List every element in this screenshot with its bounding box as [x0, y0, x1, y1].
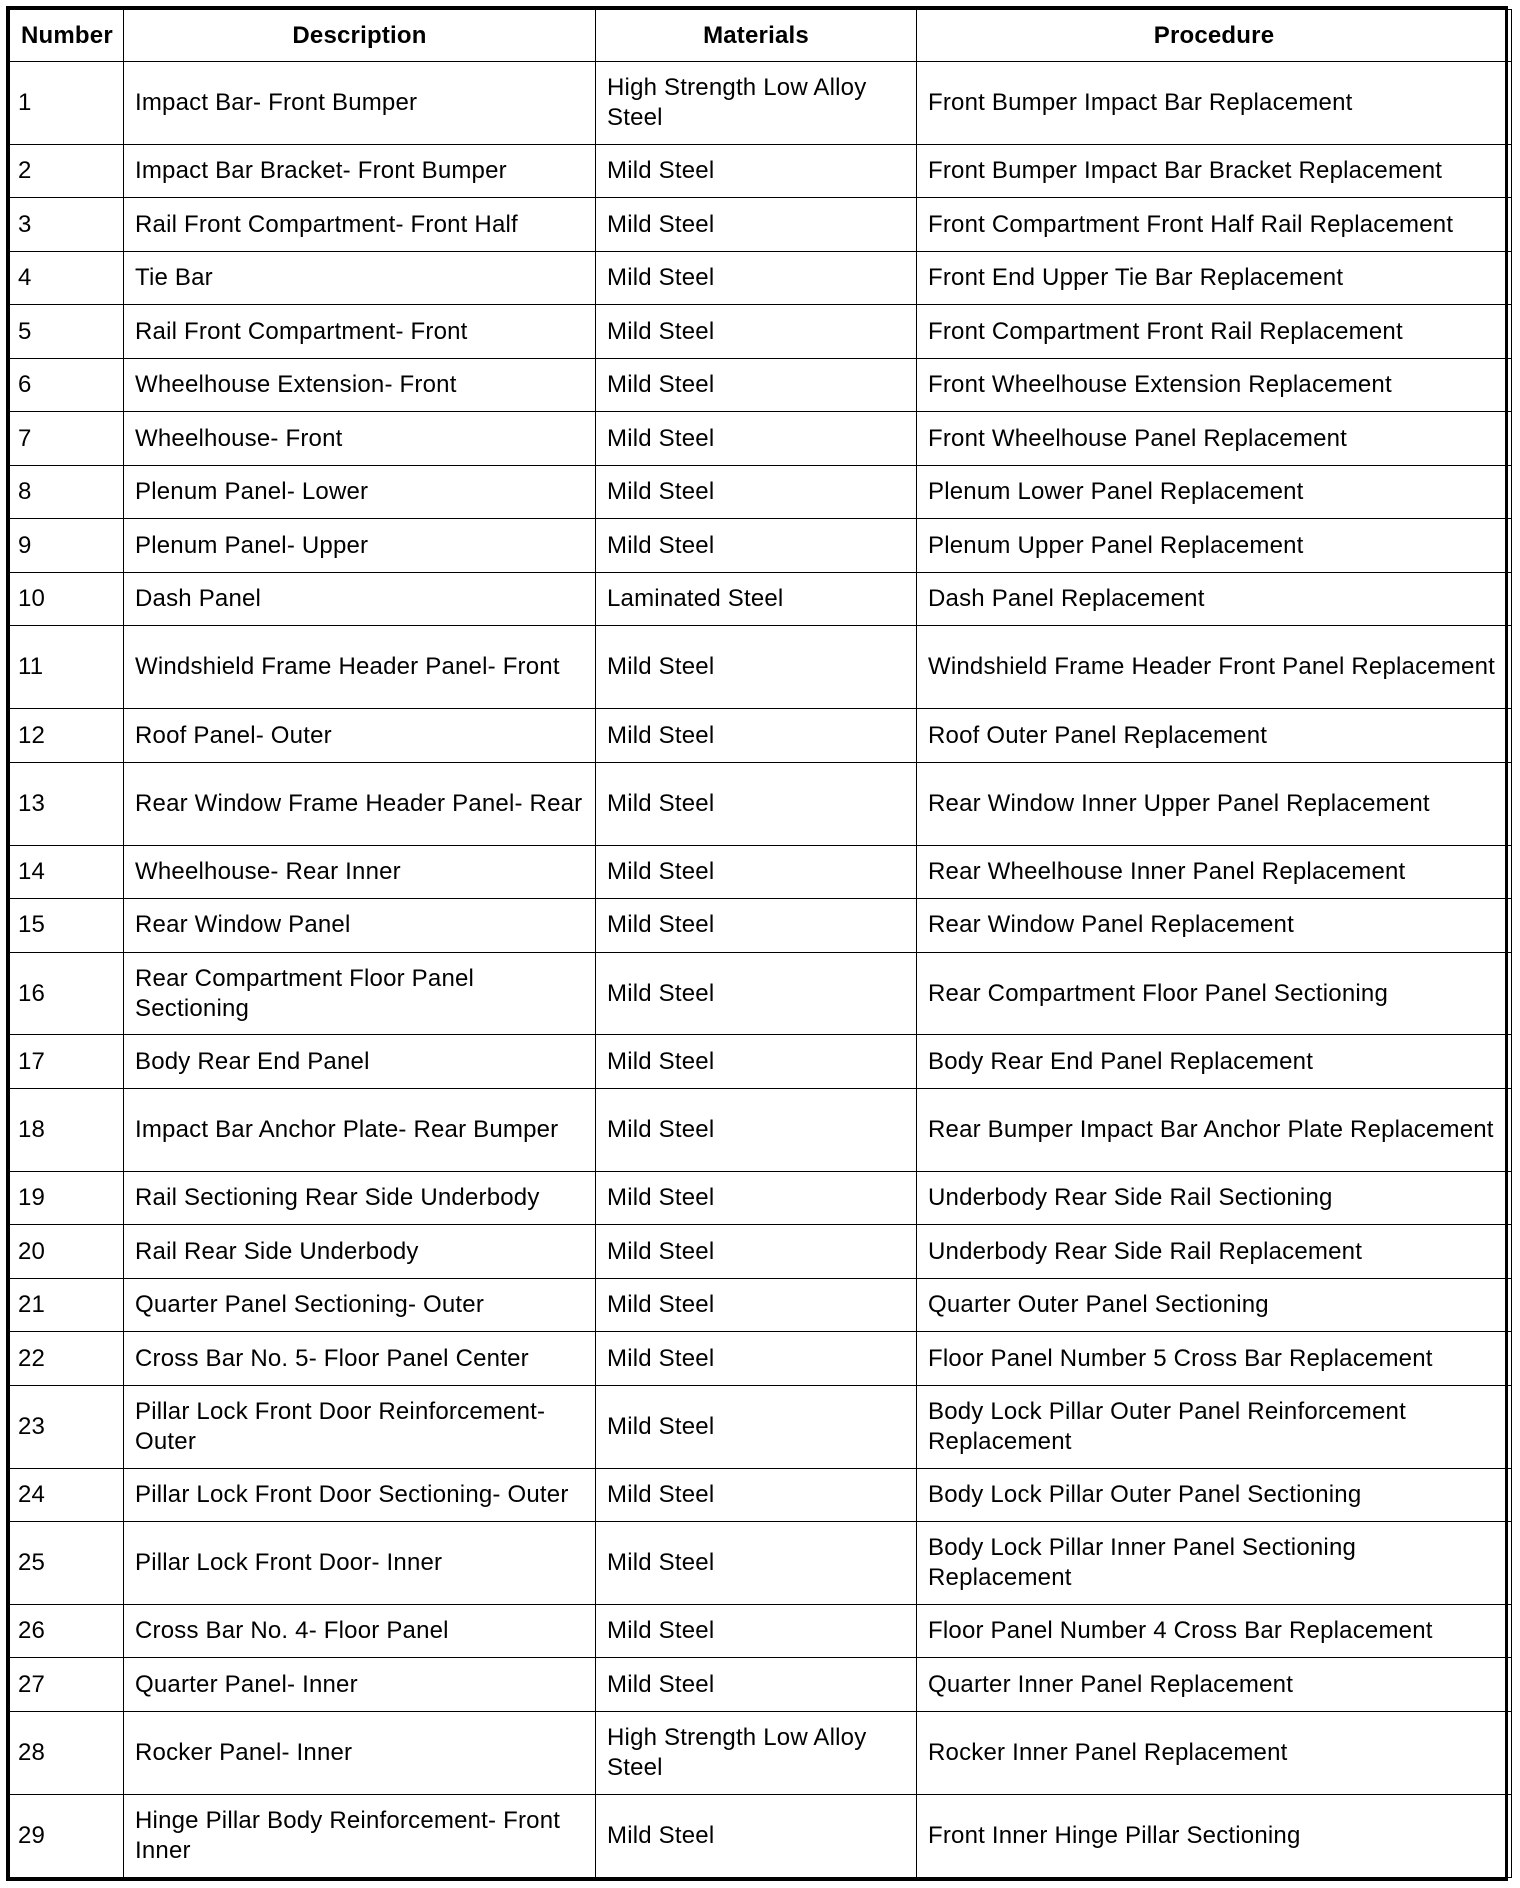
table-row — [10, 709, 1512, 763]
cell-description: Impact Bar Bracket- Front Bumper — [124, 144, 596, 198]
cell-procedure: Front Wheelhouse Panel Replacement — [917, 412, 1512, 466]
cell-materials: Mild Steel — [596, 1171, 917, 1225]
cell-number: 16 — [10, 952, 124, 1035]
table-row — [10, 952, 1512, 1035]
cell-procedure: Front Compartment Front Half Rail Replacement — [917, 198, 1512, 252]
table-row — [10, 62, 1512, 145]
cell-description: Plenum Panel- Lower — [124, 465, 596, 519]
cell-procedure: Underbody Rear Side Rail Sectioning — [917, 1171, 1512, 1225]
cell-procedure: Plenum Upper Panel Replacement — [917, 519, 1512, 573]
cell-number: 4 — [10, 251, 124, 305]
cell-procedure: Front Inner Hinge Pillar Sectioning — [917, 1794, 1512, 1877]
cell-procedure: Plenum Lower Panel Replacement — [917, 465, 1512, 519]
cell-number: 29 — [10, 1794, 124, 1877]
table-row — [10, 1468, 1512, 1522]
cell-materials: Mild Steel — [596, 952, 917, 1035]
table-row — [10, 1088, 1512, 1171]
cell-procedure: Front End Upper Tie Bar Replacement — [917, 251, 1512, 305]
cell-materials: Mild Steel — [596, 519, 917, 573]
cell-materials: Mild Steel — [596, 1604, 917, 1658]
cell-description: Rail Rear Side Underbody — [124, 1225, 596, 1279]
cell-materials: Mild Steel — [596, 198, 917, 252]
cell-number: 19 — [10, 1171, 124, 1225]
parts-table-container — [6, 6, 1508, 1881]
parts-table — [9, 9, 1512, 1878]
cell-number: 28 — [10, 1712, 124, 1795]
cell-number: 5 — [10, 305, 124, 359]
header-procedure: Procedure — [917, 10, 1512, 62]
cell-materials: Mild Steel — [596, 1225, 917, 1279]
cell-description: Wheelhouse Extension- Front — [124, 358, 596, 412]
cell-description: Rocker Panel- Inner — [124, 1712, 596, 1795]
cell-description: Wheelhouse- Rear Inner — [124, 845, 596, 899]
cell-procedure: Rocker Inner Panel Replacement — [917, 1712, 1512, 1795]
table-row — [10, 1332, 1512, 1386]
cell-number: 12 — [10, 709, 124, 763]
cell-description: Rear Window Frame Header Panel- Rear — [124, 762, 596, 845]
table-row — [10, 1522, 1512, 1605]
cell-procedure: Underbody Rear Side Rail Replacement — [917, 1225, 1512, 1279]
cell-number: 21 — [10, 1278, 124, 1332]
cell-description: Rear Window Panel — [124, 899, 596, 953]
table-row — [10, 1171, 1512, 1225]
cell-procedure: Front Bumper Impact Bar Bracket Replacement — [917, 144, 1512, 198]
cell-materials: Mild Steel — [596, 1385, 917, 1468]
cell-materials: Mild Steel — [596, 899, 917, 953]
table-row — [10, 1712, 1512, 1795]
table-row — [10, 1794, 1512, 1877]
table-row — [10, 1225, 1512, 1279]
cell-procedure: Floor Panel Number 5 Cross Bar Replacement — [917, 1332, 1512, 1386]
cell-number: 22 — [10, 1332, 124, 1386]
cell-description: Tie Bar — [124, 251, 596, 305]
cell-description: Plenum Panel- Upper — [124, 519, 596, 573]
cell-procedure: Front Bumper Impact Bar Replacement — [917, 62, 1512, 145]
cell-materials: Mild Steel — [596, 1035, 917, 1089]
cell-number: 14 — [10, 845, 124, 899]
cell-description: Pillar Lock Front Door- Inner — [124, 1522, 596, 1605]
table-row — [10, 762, 1512, 845]
cell-description: Hinge Pillar Body Reinforcement- Front Inner — [124, 1794, 596, 1877]
cell-number: 27 — [10, 1658, 124, 1712]
cell-number: 25 — [10, 1522, 124, 1605]
header-materials: Materials — [596, 10, 917, 62]
cell-description: Cross Bar No. 4- Floor Panel — [124, 1604, 596, 1658]
cell-materials: Mild Steel — [596, 144, 917, 198]
cell-materials: Mild Steel — [596, 358, 917, 412]
cell-materials: Mild Steel — [596, 305, 917, 359]
cell-materials: Mild Steel — [596, 412, 917, 466]
cell-procedure: Roof Outer Panel Replacement — [917, 709, 1512, 763]
cell-description: Wheelhouse- Front — [124, 412, 596, 466]
cell-number: 15 — [10, 899, 124, 953]
cell-materials: Laminated Steel — [596, 572, 917, 626]
table-body — [10, 62, 1512, 1878]
cell-procedure: Floor Panel Number 4 Cross Bar Replacement — [917, 1604, 1512, 1658]
cell-number: 18 — [10, 1088, 124, 1171]
table-row — [10, 412, 1512, 466]
cell-number: 17 — [10, 1035, 124, 1089]
cell-procedure: Body Lock Pillar Inner Panel Sectioning Replacement — [917, 1522, 1512, 1605]
cell-procedure: Rear Compartment Floor Panel Sectioning — [917, 952, 1512, 1035]
table-row — [10, 1385, 1512, 1468]
cell-description: Pillar Lock Front Door Sectioning- Outer — [124, 1468, 596, 1522]
cell-materials: Mild Steel — [596, 1468, 917, 1522]
table-row — [10, 1035, 1512, 1089]
cell-procedure: Body Lock Pillar Outer Panel Reinforcement Replacement — [917, 1385, 1512, 1468]
cell-procedure: Quarter Inner Panel Replacement — [917, 1658, 1512, 1712]
cell-number: 1 — [10, 62, 124, 145]
cell-number: 23 — [10, 1385, 124, 1468]
cell-description: Cross Bar No. 5- Floor Panel Center — [124, 1332, 596, 1386]
cell-number: 20 — [10, 1225, 124, 1279]
table-row — [10, 1604, 1512, 1658]
cell-procedure: Rear Wheelhouse Inner Panel Replacement — [917, 845, 1512, 899]
cell-procedure: Windshield Frame Header Front Panel Replacement — [917, 626, 1512, 709]
cell-number: 10 — [10, 572, 124, 626]
table-header-row — [10, 10, 1512, 62]
cell-description: Rail Sectioning Rear Side Underbody — [124, 1171, 596, 1225]
table-row — [10, 626, 1512, 709]
cell-number: 11 — [10, 626, 124, 709]
cell-description: Windshield Frame Header Panel- Front — [124, 626, 596, 709]
cell-description: Quarter Panel Sectioning- Outer — [124, 1278, 596, 1332]
cell-materials: High Strength Low Alloy Steel — [596, 1712, 917, 1795]
header-number: Number — [10, 10, 124, 62]
cell-number: 7 — [10, 412, 124, 466]
cell-materials: Mild Steel — [596, 709, 917, 763]
cell-number: 8 — [10, 465, 124, 519]
cell-procedure: Front Wheelhouse Extension Replacement — [917, 358, 1512, 412]
table-row — [10, 358, 1512, 412]
cell-description: Roof Panel- Outer — [124, 709, 596, 763]
table-row — [10, 572, 1512, 626]
cell-materials: Mild Steel — [596, 626, 917, 709]
cell-materials: Mild Steel — [596, 1332, 917, 1386]
cell-number: 13 — [10, 762, 124, 845]
cell-materials: Mild Steel — [596, 1658, 917, 1712]
cell-materials: High Strength Low Alloy Steel — [596, 62, 917, 145]
cell-procedure: Rear Window Panel Replacement — [917, 899, 1512, 953]
table-row — [10, 465, 1512, 519]
cell-procedure: Front Compartment Front Rail Replacement — [917, 305, 1512, 359]
cell-description: Rail Front Compartment- Front — [124, 305, 596, 359]
header-description: Description — [124, 10, 596, 62]
cell-description: Rear Compartment Floor Panel Sectioning — [124, 952, 596, 1035]
cell-procedure: Quarter Outer Panel Sectioning — [917, 1278, 1512, 1332]
cell-number: 3 — [10, 198, 124, 252]
table-row — [10, 899, 1512, 953]
cell-procedure: Body Rear End Panel Replacement — [917, 1035, 1512, 1089]
cell-procedure: Rear Window Inner Upper Panel Replacement — [917, 762, 1512, 845]
cell-materials: Mild Steel — [596, 1794, 917, 1877]
cell-procedure: Dash Panel Replacement — [917, 572, 1512, 626]
table-row — [10, 845, 1512, 899]
cell-description: Impact Bar Anchor Plate- Rear Bumper — [124, 1088, 596, 1171]
cell-description: Rail Front Compartment- Front Half — [124, 198, 596, 252]
cell-materials: Mild Steel — [596, 1522, 917, 1605]
cell-materials: Mild Steel — [596, 845, 917, 899]
table-row — [10, 1278, 1512, 1332]
cell-materials: Mild Steel — [596, 251, 917, 305]
cell-materials: Mild Steel — [596, 762, 917, 845]
table-row — [10, 519, 1512, 573]
table-row — [10, 1658, 1512, 1712]
cell-procedure: Rear Bumper Impact Bar Anchor Plate Replacement — [917, 1088, 1512, 1171]
cell-materials: Mild Steel — [596, 465, 917, 519]
cell-description: Impact Bar- Front Bumper — [124, 62, 596, 145]
cell-procedure: Body Lock Pillar Outer Panel Sectioning — [917, 1468, 1512, 1522]
table-row — [10, 305, 1512, 359]
cell-number: 6 — [10, 358, 124, 412]
cell-number: 24 — [10, 1468, 124, 1522]
table-row — [10, 198, 1512, 252]
table-row — [10, 251, 1512, 305]
cell-description: Quarter Panel- Inner — [124, 1658, 596, 1712]
cell-number: 26 — [10, 1604, 124, 1658]
cell-description: Body Rear End Panel — [124, 1035, 596, 1089]
cell-description: Dash Panel — [124, 572, 596, 626]
cell-description: Pillar Lock Front Door Reinforcement- Outer — [124, 1385, 596, 1468]
cell-materials: Mild Steel — [596, 1088, 917, 1171]
cell-number: 9 — [10, 519, 124, 573]
cell-number: 2 — [10, 144, 124, 198]
cell-materials: Mild Steel — [596, 1278, 917, 1332]
table-row — [10, 144, 1512, 198]
